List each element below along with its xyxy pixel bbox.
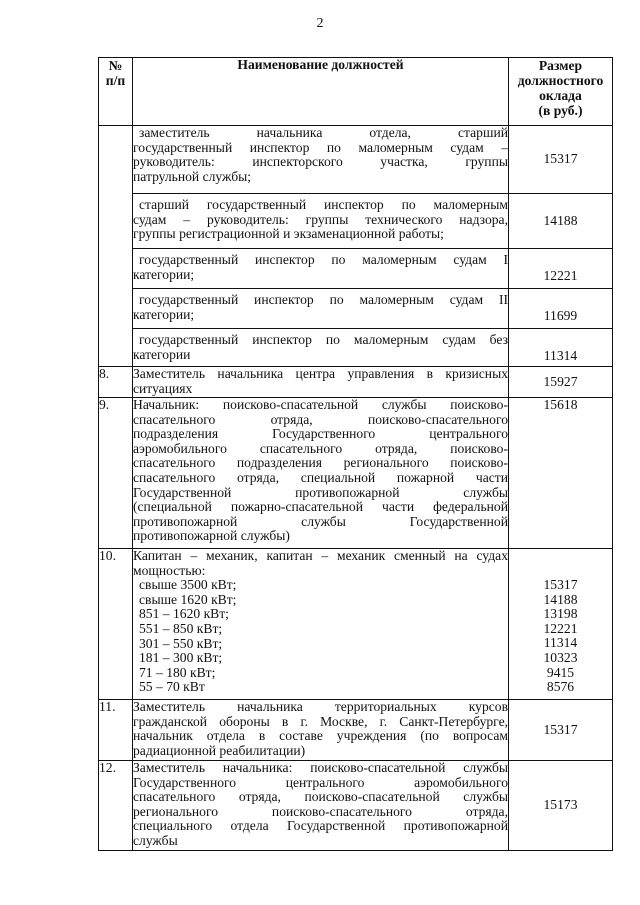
salary-value: 13198	[543, 606, 578, 622]
table-row	[99, 700, 613, 761]
row-number: 11.	[99, 700, 133, 761]
salary-value: 8576	[546, 679, 575, 695]
salary-value: 14188	[509, 194, 613, 249]
power-range: свыше 1620 кВт;	[139, 591, 237, 607]
header-number: № п/п	[99, 58, 133, 126]
power-range: 55 – 70 кВт	[139, 679, 205, 695]
power-range: 851 – 1620 кВт;	[139, 606, 229, 622]
power-range: 301 – 550 кВт;	[139, 635, 223, 651]
table-row	[99, 249, 613, 289]
salary-value: 11314	[509, 329, 613, 367]
salary-values	[509, 549, 613, 700]
position-name: Заместитель начальника центра управления в кризисных ситуациях	[133, 366, 508, 396]
position-name: Заместитель начальника территориальных курсов гражданской обороны в г. Москве, г. Санкт-Петербурге, начальник отдела в составе учреждения (по вопросам радиационной реабилитации)	[133, 700, 509, 761]
row-number: 10.	[99, 549, 133, 700]
header-position-name: Наименование должностей	[133, 58, 509, 126]
salary-value: 15317	[543, 577, 578, 592]
position-name: государственный инспектор по маломерным судам I категории;	[133, 249, 509, 289]
salary-value: 12221	[543, 620, 578, 636]
salary-value: 12221	[509, 249, 613, 289]
salary-value: 10323	[543, 649, 578, 665]
salary-value: 11699	[509, 289, 613, 329]
position-name: Капитан – механик, капитан – механик сменный на судах мощностью: свыше 3500 кВт; свыше 1620 кВт; 851 – 1620 кВт; 551 – 850 кВт; 301 – 550 кВт; 181 – 300 кВт; 71 – 180 кВт; 55 – 70 кВт	[133, 549, 509, 700]
power-range: 181 – 300 кВт;	[139, 650, 223, 666]
position-name: государственный инспектор по маломерным судам II категории;	[133, 289, 509, 329]
position-name: старший государственный инспектор по маломерным судам – руководитель: группы технического надзора, группы регистрационной и экзаменационной работы;	[133, 194, 509, 249]
table-row	[99, 329, 613, 367]
row-number: 12.	[99, 761, 133, 851]
header-salary: Размер должностного оклада (в руб.)	[509, 58, 613, 126]
table-row	[99, 289, 613, 329]
salary-value: 14188	[543, 591, 578, 607]
power-range: свыше 3500 кВт;	[139, 577, 237, 593]
salary-value: 15317	[509, 700, 613, 761]
table-header-row	[99, 58, 613, 126]
salary-value: 15927	[509, 367, 613, 398]
row-number: 9.	[99, 398, 133, 549]
table-row	[99, 549, 613, 700]
table-row	[99, 367, 613, 398]
salary-value: 15317	[509, 126, 613, 194]
table-row	[99, 761, 613, 851]
table-row	[99, 194, 613, 249]
salary-value: 11314	[543, 635, 578, 651]
positions-table	[98, 57, 613, 851]
salary-value: 15618	[509, 398, 613, 549]
salary-value: 9415	[546, 664, 575, 680]
power-range-list	[133, 578, 508, 695]
page-number: 2	[316, 16, 324, 31]
position-name: Заместитель начальника: поисково-спасательной службы Государственного центрального аэромобильного спасательного отряда, поисково-спасательной службы регионального поисково-спасательного отряда, специального отдела Государственной противопожарной службы	[133, 761, 509, 851]
power-range: 71 – 180 кВт;	[139, 664, 216, 680]
table-row	[99, 126, 613, 194]
table-row	[99, 398, 613, 549]
row-number	[99, 126, 133, 367]
position-name: Начальник: поисково-спасательной службы поисково- спасательного отряда, поисково-спасательного подразделения Государственного центрального аэромобильного спасательного отряда, поисково- спасательного подразделения регионального поисково- спасательного отряда, специальной пожарной части Государственной противопожарной службы (специальной пожарно-спасательной части федеральной противопожарной службы Государственной противопожарной службы)	[133, 398, 509, 549]
position-name: заместитель начальника отдела, старший государственный инспектор по маломерным судам – руководитель: инспекторского участка, группы патрульной службы;	[133, 126, 509, 194]
power-range: 551 – 850 кВт;	[139, 620, 223, 636]
row-number: 8.	[99, 367, 133, 398]
position-name: государственный инспектор по маломерным судам без категории	[133, 329, 509, 367]
salary-value: 15173	[509, 761, 613, 851]
